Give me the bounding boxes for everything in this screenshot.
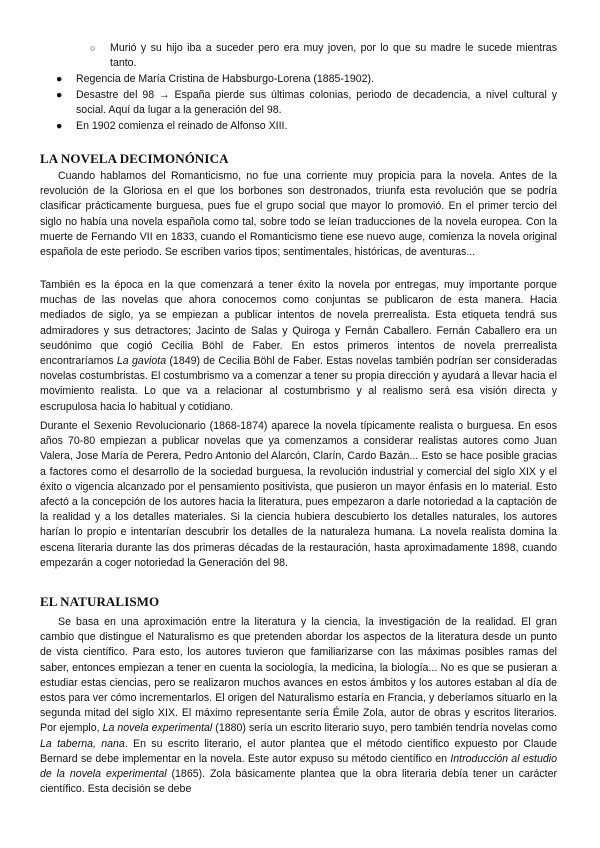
book-title: La taberna, nana: [40, 737, 125, 750]
paragraph-text: También es la época en la que comenzará a tener éxito la novela por entregas, muy importante porque muchas de las novelas que ahora conocemos como conjuntas se publicaron de esta manera. Hacia mediados de siglo, ya se empiezan a publicar intentos de novela prerrealista. Esta etiqueta tendrá sus admiradores y sus detractores; Jacinto de Salas y Quiroga y Fernán Caballero. Fernán Caballero era un seudónimo que cogió Cecilia Böhl de Faber. En estos primeros intentos de novela prerrealista encontraríamos: [40, 279, 557, 368]
section-heading: EL NATURALISMO: [40, 594, 160, 609]
paragraph-text: (1849) de Cecilia Böhl de Faber. Estas novelas también podrían ser consideradas novelas costumbristas. El costumbrismo va a comenzar a tener su propia dirección y ayudará a llevar hacia el movimiento realista. Lo que va a relacionar al costumbrismo y al realismo será esa visión directa y escrupulosa hacia lo habitual y cotidiano.: [40, 355, 558, 413]
bullet-icon: ●: [56, 89, 63, 101]
paragraph: [40, 278, 557, 415]
sub-list-item: [90, 41, 557, 71]
bullet-icon: ●: [56, 73, 63, 85]
hollow-circle-bullet-icon: ○: [90, 43, 96, 53]
bullet-icon: ●: [56, 120, 63, 132]
book-title: Introducción al estudio de la novela experimental: [40, 752, 557, 781]
list-item-text: En 1902 comienza el reinado de Alfonso XIII.: [76, 120, 288, 132]
paragraph-text: (1880) sería un escrito literario suyo, pero también tendría novelas como: [212, 722, 558, 735]
list-item-text: Desastre del 98 → España pierde sus últimas colonias, periodo de decadencia, a nivel cultural y social. Aquí da lugar a la generación del 98.: [76, 89, 557, 117]
list-item: [56, 88, 557, 118]
list-item: [56, 119, 557, 134]
book-title: La novela experimental: [102, 722, 213, 735]
paragraph: [40, 615, 557, 797]
paragraph: Cuando hablamos del Romanticismo, no fue una corriente muy propicia para la novela. Antes de la revolución de la Gloriosa en el que los borbones son destronados, triunfa esta revolución que se podría clasificar prácticamente burguesa, pues fue el grupo social que mayor lo promovió. En el primer tercio del siglo no había una novela española como tal, sobre todo se leían traducciones de la novela europea. Con la muerte de Fernando VII en 1833, cuando el Romanticismo tiene ese nuevo auge, comienza la novela original española de este periodo. Se escriben varios tipos; sentimentales, históricas, de aventuras...: [40, 170, 557, 259]
book-title: La gaviota: [116, 355, 167, 368]
list-item: [56, 72, 557, 87]
paragraph-text: Se basa en una aproximación entre la literatura y la ciencia, la investigación de la realidad. El gran cambio que distingue el Naturalismo es que pretenden abordar los aspectos de la literatura desde un punto de vista científico. Para esto, los autores tuvieron que familiarizarse con las máximas posibles ramas del saber, entonces empiezan a tener en cuenta la sociología, la medicina, la biología... No es que se pusieran a estudiar estas ciencias, pero se realizaron muchos avances en estos ámbitos y los autores estaban al día de estos para ver cómo incrementarlos. El origen del Naturalismo estaría en Francia, y deberíamos situarlo en la segunda mitad del siglo XIX. El máximo representante sería Émile Zola, autor de obras y escritos literarios. Por ejemplo,: [40, 616, 557, 735]
section-heading: LA NOVELA DECIMONÓNICA: [40, 151, 229, 166]
paragraph-text: . En su escrito literario, el autor plantea que el método científico expuesto por Claude Bernard se debe implementar en la novela. Este autor expuso su método científico en: [40, 737, 557, 765]
paragraph: Durante el Sexenio Revolucionario (1868-1874) aparece la novela típicamente realista o burguesa. En esos años 70-80 empiezan a publicar novelas que ya comenzamos a considerar realistas autores como Juan Valera, Jose María de Perera, Pedro Antonio del Alarcón, Clarín, Cardo Bazán... Esto se hace posible gracias a factores como el desarrollo de la sociedad burguesa, la revolución industrial y comercial del siglo XIX y el éxito o vigencia alcanzado por el pensamiento positivista, que pusieron un mayor énfasis en lo material. Esto afectó a la concepción de los autores hacia la literatura, pues empezaron a darle notoriedad a la captación de la realidad y a los detalles materiales. Si la ciencia hubiera descubierto los detalles naturales, los autores harían lo propio e intentarían descubrir los detalles de la naturaleza humana. La novela realista domina la escena literaria durante las dos primeras décadas de la restauración, hasta aproximadamente 1898, cuando empezarán a coger notoriedad la Generación del 98.: [40, 420, 557, 569]
list-item-text: Regencia de María Cristina de Habsburgo-Lorena (1885-1902).: [76, 73, 374, 85]
paragraph-text: (1865). Zola básicamente plantea que la obra literaria debía tener un carácter científico. Esta decisión se debe: [40, 768, 557, 796]
sub-list-item-text: Murió y su hijo iba a suceder pero era muy joven, por lo que su madre le sucede mientras tanto.: [110, 42, 557, 70]
